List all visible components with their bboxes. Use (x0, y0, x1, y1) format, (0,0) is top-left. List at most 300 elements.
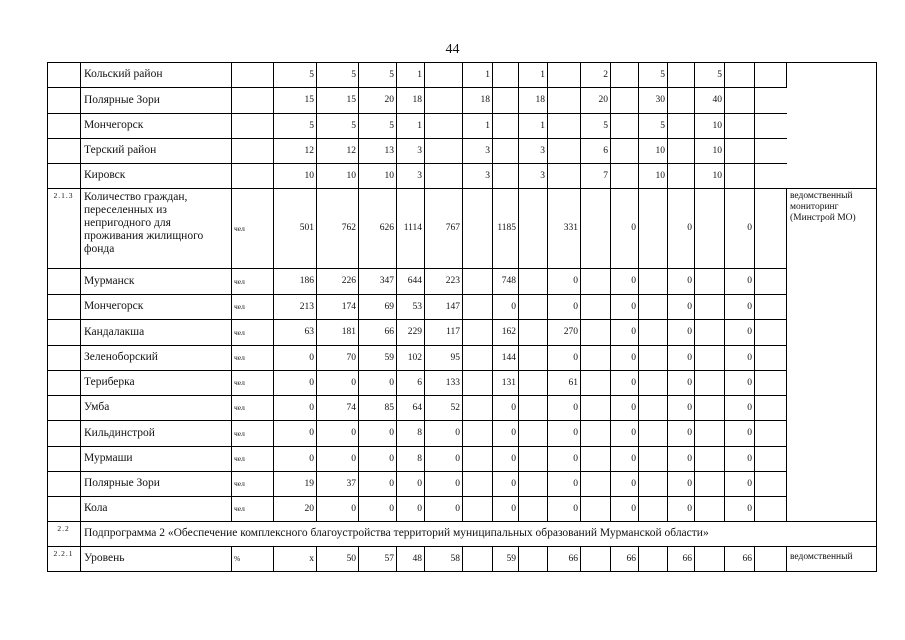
grid-line (786, 188, 877, 189)
value-cell: 0 (309, 453, 314, 464)
value-cell: 18 (412, 95, 422, 105)
value-cell (754, 113, 786, 138)
value-cell: 1 (485, 120, 490, 131)
value-cell: 10 (655, 170, 665, 181)
grid-line (754, 62, 755, 522)
value-cell: 18 (480, 95, 490, 105)
indicator-name: Количество граждан, переселенных из непригодного для проживания жилищного фонда (84, 191, 204, 255)
grid-line (47, 496, 787, 497)
grid-line (47, 546, 48, 572)
value-cell (754, 138, 786, 163)
value-cell: 5 (351, 69, 356, 80)
value-cell: 63 (304, 327, 314, 337)
grid-line (638, 546, 639, 572)
value-cell: 5 (389, 69, 394, 80)
value-cell: 644 (407, 276, 422, 286)
value-cell (518, 188, 547, 268)
value-cell (462, 294, 492, 319)
subprogram-title: Подпрограмма 2 «Обеспечение комплексного благоустройства территорий муниципальных образований Мурманской области» (84, 527, 709, 539)
value-cell: 0 (631, 301, 636, 312)
value-cell (754, 496, 786, 521)
value-cell (547, 62, 580, 87)
value-cell: 0 (351, 453, 356, 464)
value-cell (518, 319, 547, 345)
value-cell (724, 62, 754, 87)
grid-line (518, 62, 519, 522)
value-cell: 0 (747, 503, 752, 514)
value-cell: 0 (747, 352, 752, 363)
value-cell: 0 (631, 276, 636, 286)
value-cell: 0 (511, 503, 516, 514)
source-cell: ведомственный мониторинг (Минстрой МО) (790, 191, 856, 223)
unit-cell (231, 113, 273, 138)
value-cell (492, 87, 518, 113)
value-cell: 0 (687, 453, 692, 464)
value-cell: 229 (407, 327, 422, 337)
value-cell (424, 62, 462, 87)
indicator-name: Мурманск (84, 274, 135, 287)
row-code (47, 138, 80, 163)
value-cell (694, 294, 724, 319)
row-code (47, 163, 80, 188)
value-cell: 0 (511, 478, 516, 489)
value-cell (462, 446, 492, 471)
value-cell: 10 (655, 145, 665, 156)
value-cell: 1 (540, 69, 545, 80)
value-cell: 181 (341, 327, 356, 337)
value-cell: 74 (346, 402, 356, 413)
value-cell (638, 395, 667, 420)
value-cell (547, 138, 580, 163)
value-cell: 0 (389, 377, 394, 388)
value-cell (694, 268, 724, 294)
indicator-name: Кольский район (84, 68, 163, 80)
value-cell: 0 (687, 327, 692, 337)
unit-cell: % (234, 554, 241, 563)
value-cell: 10 (712, 120, 722, 131)
value-cell (462, 188, 492, 268)
value-cell: 0 (687, 428, 692, 438)
value-cell: 50 (346, 553, 356, 564)
value-cell (610, 113, 638, 138)
value-cell: 18 (535, 95, 545, 105)
value-cell: 0 (389, 453, 394, 464)
grid-line (47, 446, 787, 447)
row-code (47, 319, 80, 345)
value-cell: 7 (603, 170, 608, 181)
grid-line (80, 546, 81, 572)
value-cell: 95 (450, 352, 460, 363)
subprogram-code: 2.2 (57, 524, 70, 533)
value-cell (492, 113, 518, 138)
value-cell: 20 (384, 95, 394, 105)
value-cell (667, 113, 694, 138)
grid-line (316, 62, 317, 522)
grid-line (47, 420, 787, 421)
value-cell (580, 319, 610, 345)
grid-line (754, 546, 755, 572)
value-cell: 0 (631, 352, 636, 363)
value-cell: 3 (540, 145, 545, 156)
value-cell (754, 268, 786, 294)
grid-line (876, 546, 877, 572)
value-cell (754, 163, 786, 188)
value-cell: 0 (455, 478, 460, 489)
value-cell: 0 (573, 276, 578, 286)
value-cell: 85 (384, 402, 394, 413)
value-cell (547, 113, 580, 138)
grid-line (610, 62, 611, 522)
value-cell: 66 (626, 553, 636, 564)
grid-line (47, 62, 877, 63)
value-cell: 748 (501, 276, 516, 286)
value-cell (580, 496, 610, 521)
value-cell: 0 (747, 327, 752, 337)
value-cell (754, 446, 786, 471)
value-cell (580, 395, 610, 420)
value-cell: 1185 (497, 223, 516, 233)
row-code (47, 113, 80, 138)
grid-line (273, 546, 274, 572)
grid-line (786, 546, 787, 572)
grid-line (492, 546, 493, 572)
value-cell: 0 (631, 428, 636, 438)
value-cell (694, 345, 724, 370)
value-cell: 0 (309, 402, 314, 413)
value-cell (518, 395, 547, 420)
value-cell: 12 (304, 145, 314, 156)
value-cell (638, 496, 667, 521)
value-cell: 3 (485, 170, 490, 181)
value-cell: 53 (412, 301, 422, 312)
value-cell: 2 (603, 69, 608, 80)
value-cell (547, 163, 580, 188)
value-cell: 66 (568, 553, 578, 564)
value-cell: 0 (687, 503, 692, 514)
value-cell: 144 (501, 352, 516, 363)
value-cell: 0 (511, 301, 516, 312)
grid-line (47, 471, 787, 472)
value-cell (580, 188, 610, 268)
value-cell (754, 319, 786, 345)
value-cell: 0 (417, 503, 422, 514)
indicator-name: Кировск (84, 169, 126, 181)
value-cell (462, 319, 492, 345)
grid-line (424, 62, 425, 522)
value-cell: 1 (540, 120, 545, 131)
value-cell: 0 (631, 453, 636, 464)
grid-line (396, 62, 397, 522)
unit-cell: чел (234, 504, 245, 513)
value-cell (580, 546, 610, 571)
value-cell (424, 87, 462, 113)
value-cell: 0 (747, 402, 752, 413)
value-cell: 0 (309, 428, 314, 438)
value-cell: 186 (299, 276, 314, 286)
value-cell: 10 (346, 170, 356, 181)
value-cell (638, 188, 667, 268)
unit-cell: чел (234, 428, 245, 438)
grid-line (667, 546, 668, 572)
value-cell: 66 (742, 553, 752, 564)
indicator-name: Кола (84, 502, 108, 514)
value-cell: 0 (573, 301, 578, 312)
value-cell: 37 (346, 478, 356, 489)
grid-line (231, 546, 232, 572)
grid-line (47, 87, 787, 88)
row-code (47, 87, 80, 113)
value-cell: 3 (417, 145, 422, 156)
grid-line (47, 571, 877, 572)
grid-line (518, 546, 519, 572)
grid-line (47, 294, 787, 295)
value-cell: 1114 (403, 223, 422, 233)
value-cell: 0 (511, 428, 516, 438)
value-cell: 1 (417, 120, 422, 131)
unit-cell: чел (234, 454, 245, 463)
indicator-name: Кильдинстрой (84, 426, 155, 439)
grid-line (694, 546, 695, 572)
value-cell: 0 (631, 377, 636, 388)
value-cell (580, 268, 610, 294)
row-code (47, 471, 80, 496)
value-cell: 0 (631, 478, 636, 489)
row-code (47, 395, 80, 420)
value-cell (462, 546, 492, 571)
value-cell: 0 (747, 453, 752, 464)
value-cell (580, 370, 610, 395)
value-cell (462, 471, 492, 496)
value-cell: х (309, 553, 314, 564)
unit-cell (231, 163, 273, 188)
value-cell (610, 62, 638, 87)
value-cell: 0 (417, 478, 422, 489)
value-cell: 70 (346, 352, 356, 363)
value-cell: 0 (747, 478, 752, 489)
value-cell: 0 (389, 478, 394, 489)
value-cell (492, 62, 518, 87)
value-cell: 6 (603, 145, 608, 156)
grid-line (724, 546, 725, 572)
unit-cell: чел (234, 276, 245, 286)
value-cell (754, 345, 786, 370)
value-cell (694, 395, 724, 420)
indicator-name: Зеленоборский (84, 351, 158, 363)
value-cell: 0 (455, 453, 460, 464)
indicator-name: Полярные Зори (84, 477, 160, 489)
grid-line (492, 62, 493, 522)
value-cell (424, 113, 462, 138)
indicator-name: Мурмаши (84, 452, 133, 464)
value-cell (754, 395, 786, 420)
grid-line (396, 546, 397, 572)
value-cell: 0 (631, 402, 636, 413)
value-cell: 0 (631, 503, 636, 514)
value-cell (610, 163, 638, 188)
value-cell: 5 (717, 69, 722, 80)
value-cell (424, 138, 462, 163)
value-cell: 0 (351, 428, 356, 438)
value-cell: 0 (389, 428, 394, 438)
value-cell: 0 (573, 478, 578, 489)
value-cell: 15 (304, 95, 314, 105)
value-cell: 6 (417, 377, 422, 388)
indicator-name: Кандалакша (84, 325, 145, 338)
value-cell (754, 546, 786, 571)
value-cell (610, 138, 638, 163)
grid-line (47, 395, 787, 396)
value-cell (518, 546, 547, 571)
value-cell: 0 (747, 301, 752, 312)
grid-line (462, 546, 463, 572)
unit-cell: чел (234, 378, 245, 387)
grid-line (47, 521, 48, 547)
value-cell: 1 (417, 69, 422, 80)
grid-line (580, 62, 581, 522)
value-cell: 3 (417, 170, 422, 181)
value-cell (754, 370, 786, 395)
value-cell: 767 (445, 223, 460, 233)
value-cell: 66 (682, 553, 692, 564)
value-cell: 0 (309, 377, 314, 388)
value-cell (694, 471, 724, 496)
value-cell: 5 (660, 120, 665, 131)
value-cell (547, 87, 580, 113)
row-code (47, 420, 80, 446)
value-cell: 0 (687, 402, 692, 413)
unit-cell: чел (234, 327, 245, 337)
grid-line (424, 546, 425, 572)
value-cell (518, 446, 547, 471)
value-cell: 61 (568, 377, 578, 388)
value-cell: 0 (631, 327, 636, 337)
value-cell: 174 (341, 301, 356, 312)
grid-line (47, 370, 787, 371)
value-cell: 15 (346, 95, 356, 105)
value-cell: 501 (299, 223, 314, 233)
row-code (47, 294, 80, 319)
row-code (47, 370, 80, 395)
grid-line (580, 546, 581, 572)
indicator-name: Терский район (84, 144, 157, 156)
value-cell (638, 319, 667, 345)
value-cell (518, 496, 547, 521)
value-cell: 5 (309, 69, 314, 80)
value-cell: 0 (573, 352, 578, 363)
value-cell (694, 420, 724, 446)
value-cell: 3 (485, 145, 490, 156)
row-code (47, 268, 80, 294)
value-cell: 20 (304, 503, 314, 514)
unit-cell: чел (234, 353, 245, 362)
value-cell (638, 345, 667, 370)
value-cell (724, 113, 754, 138)
value-cell: 40 (712, 95, 722, 105)
grid-line (47, 319, 787, 320)
value-cell: 0 (687, 478, 692, 489)
value-cell: 64 (412, 402, 422, 413)
value-cell (462, 395, 492, 420)
value-cell: 10 (304, 170, 314, 181)
value-cell: 226 (341, 276, 356, 286)
row-code (47, 446, 80, 471)
value-cell (694, 370, 724, 395)
value-cell (638, 268, 667, 294)
value-cell (518, 268, 547, 294)
value-cell (754, 188, 786, 268)
indicator-name: Териберка (84, 376, 135, 388)
unit-cell: чел (234, 302, 245, 311)
value-cell (580, 420, 610, 446)
value-cell (638, 294, 667, 319)
value-cell (580, 446, 610, 471)
value-cell (462, 420, 492, 446)
page-number: 44 (445, 42, 460, 57)
value-cell (694, 546, 724, 571)
value-cell (518, 370, 547, 395)
value-cell (580, 345, 610, 370)
indicator-name: Полярные Зори (84, 93, 160, 106)
value-cell: 762 (341, 223, 356, 233)
value-cell (462, 496, 492, 521)
unit-cell: чел (234, 403, 245, 412)
grid-line (610, 546, 611, 572)
value-cell (638, 471, 667, 496)
value-cell: 102 (407, 352, 422, 363)
value-cell: 59 (506, 553, 516, 564)
value-cell (518, 294, 547, 319)
value-cell: 66 (384, 327, 394, 337)
grid-line (724, 62, 725, 522)
grid-line (47, 113, 787, 114)
grid-line (694, 62, 695, 522)
grid-line (876, 62, 877, 522)
grid-line (47, 163, 787, 164)
value-cell (462, 345, 492, 370)
value-cell (492, 163, 518, 188)
value-cell: 10 (712, 145, 722, 156)
value-cell: 133 (445, 377, 460, 388)
value-cell: 52 (450, 402, 460, 413)
unit-cell (231, 87, 273, 113)
value-cell (638, 370, 667, 395)
value-cell (724, 163, 754, 188)
value-cell: 213 (299, 301, 314, 312)
grid-line (358, 62, 359, 522)
value-cell: 223 (445, 276, 460, 286)
value-cell (694, 496, 724, 521)
row-code (47, 345, 80, 370)
grid-line (876, 521, 877, 547)
value-cell (667, 62, 694, 87)
value-cell: 57 (384, 553, 394, 564)
value-cell (694, 188, 724, 268)
grid-line (47, 268, 787, 269)
grid-line (231, 62, 232, 522)
value-cell: 19 (304, 478, 314, 489)
grid-line (547, 62, 548, 522)
unit-cell (231, 62, 273, 87)
value-cell: 0 (389, 503, 394, 514)
value-cell: 5 (389, 120, 394, 131)
value-cell (694, 446, 724, 471)
value-cell: 0 (455, 503, 460, 514)
value-cell: 5 (603, 120, 608, 131)
value-cell: 0 (573, 428, 578, 438)
value-cell (518, 345, 547, 370)
value-cell: 0 (351, 503, 356, 514)
grid-line (547, 546, 548, 572)
